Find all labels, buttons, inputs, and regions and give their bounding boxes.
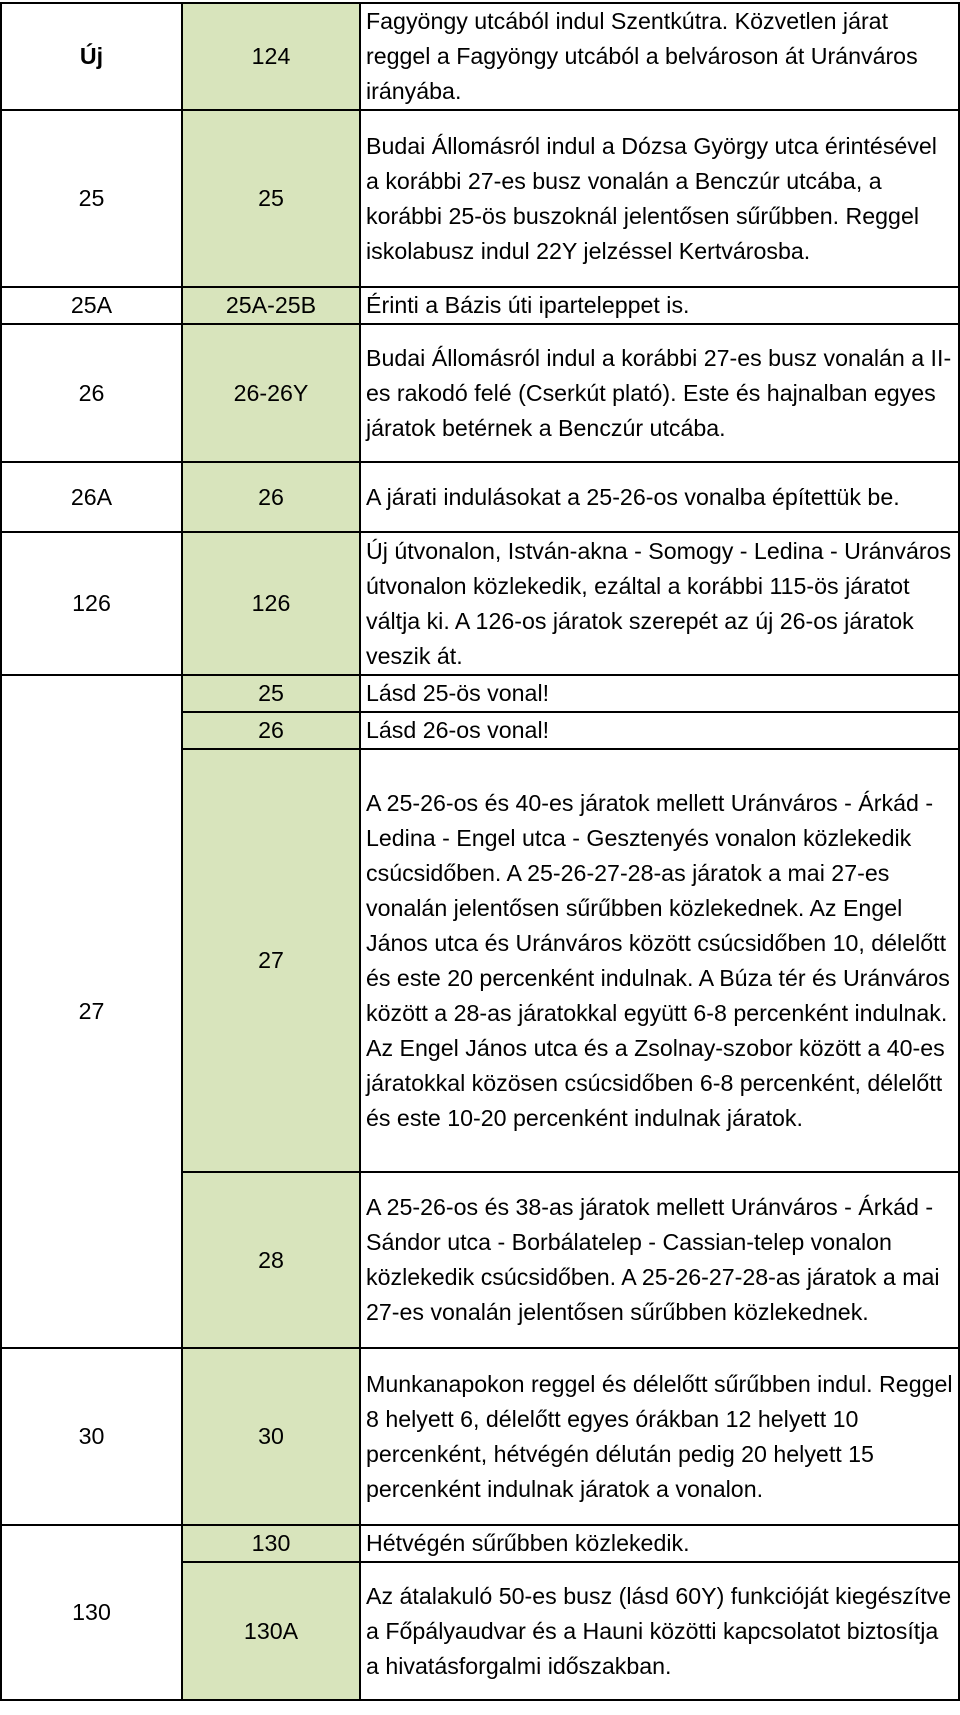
table-row [1, 1525, 959, 1562]
old-line-cell: 130 [1, 1525, 182, 1700]
new-line-cell: 130 [182, 1525, 360, 1562]
old-line-cell: 126 [1, 532, 182, 675]
table-row [1, 287, 959, 324]
new-line-cell: 25 [182, 110, 360, 287]
new-line-cell: 126 [182, 532, 360, 675]
table-row [1, 1348, 959, 1525]
old-line-cell: 30 [1, 1348, 182, 1525]
description-cell: A járati indulásokat a 25-26-os vonalba építettük be. [360, 462, 959, 532]
table-row [1, 3, 959, 110]
old-line-cell: 25A [1, 287, 182, 324]
description-cell: Fagyöngy utcából indul Szentkútra. Közvetlen járat reggel a Fagyöngy utcából a belvároson át Uránváros irányába. [360, 3, 959, 110]
old-line-cell: Új [1, 3, 182, 110]
new-line-cell: 27 [182, 749, 360, 1172]
table-row [1, 110, 959, 287]
old-line-cell: 26 [1, 324, 182, 462]
description-cell: Új útvonalon, István-akna - Somogy - Ledina - Uránváros útvonalon közlekedik, ezáltal a korábbi 115-ös járatot váltja ki. A 126-os járatok szerepét az új 26-os járatok veszik át. [360, 532, 959, 675]
route-change-table [0, 2, 960, 1701]
new-line-cell: 25A-25B [182, 287, 360, 324]
old-line-cell: 26A [1, 462, 182, 532]
description-cell: Budai Állomásról indul a korábbi 27-es busz vonalán a II-es rakodó felé (Cserkút plató). Este és hajnalban egyes járatok betérnek a Benczúr utcába. [360, 324, 959, 462]
old-line-cell: 27 [1, 675, 182, 1348]
table-row [1, 675, 959, 712]
description-cell: Lásd 26-os vonal! [360, 712, 959, 749]
new-line-cell: 26-26Y [182, 324, 360, 462]
new-line-cell: 25 [182, 675, 360, 712]
table-row [1, 532, 959, 675]
table-row [1, 324, 959, 462]
description-cell: Hétvégén sűrűbben közlekedik. [360, 1525, 959, 1562]
table-row [1, 462, 959, 532]
new-line-cell: 30 [182, 1348, 360, 1525]
description-cell: Lásd 25-ös vonal! [360, 675, 959, 712]
old-line-cell: 25 [1, 110, 182, 287]
description-cell: Munkanapokon reggel és délelőtt sűrűbben indul. Reggel 8 helyett 6, délelőtt egyes órákban 12 helyett 10 percenként, hétvégén délután pedig 20 helyett 15 percenként indulnak járatok a vonalon. [360, 1348, 959, 1525]
new-line-cell: 130A [182, 1562, 360, 1700]
description-cell: A 25-26-os és 40-es járatok mellett Uránváros - Árkád - Ledina - Engel utca - Gesztenyés vonalon közlekedik csúcsidőben. A 25-26-27-28-as járatok a mai 27-es vonalán jelentősen sűrűbben közlekednek. Az Engel János utca és Uránváros között csúcsidőben 10, délelőtt és este 20 percenként indulnak. A Búza tér és Uránváros között a 28-as járatokkal együtt 6-8 percenként indulnak. Az Engel János utca és a Zsolnay-szobor között a 40-es járatokkal közösen csúcsidőben 6-8 percenként, délelőtt és este 10-20 percenként indulnak járatok. [360, 749, 959, 1172]
new-line-cell: 26 [182, 462, 360, 532]
description-cell: A 25-26-os és 38-as járatok mellett Uránváros - Árkád - Sándor utca - Borbálatelep - Cassian-telep vonalon közlekedik csúcsidőben. A 25-26-27-28-as járatok a mai 27-es vonalán jelentősen sűrűbben közlekednek. [360, 1172, 959, 1348]
new-line-cell: 26 [182, 712, 360, 749]
description-cell: Budai Állomásról indul a Dózsa György utca érintésével a korábbi 27-es busz vonalán a Benczúr utcába, a korábbi 25-ös buszoknál jelentősen sűrűbben. Reggel iskolabusz indul 22Y jelzéssel Kertvárosba. [360, 110, 959, 287]
description-cell: Érinti a Bázis úti iparteleppet is. [360, 287, 959, 324]
description-cell: Az átalakuló 50-es busz (lásd 60Y) funkcióját kiegészítve a Főpályaudvar és a Hauni közötti kapcsolatot biztosítja a hivatásforgalmi időszakban. [360, 1562, 959, 1700]
new-line-cell: 124 [182, 3, 360, 110]
new-line-cell: 28 [182, 1172, 360, 1348]
